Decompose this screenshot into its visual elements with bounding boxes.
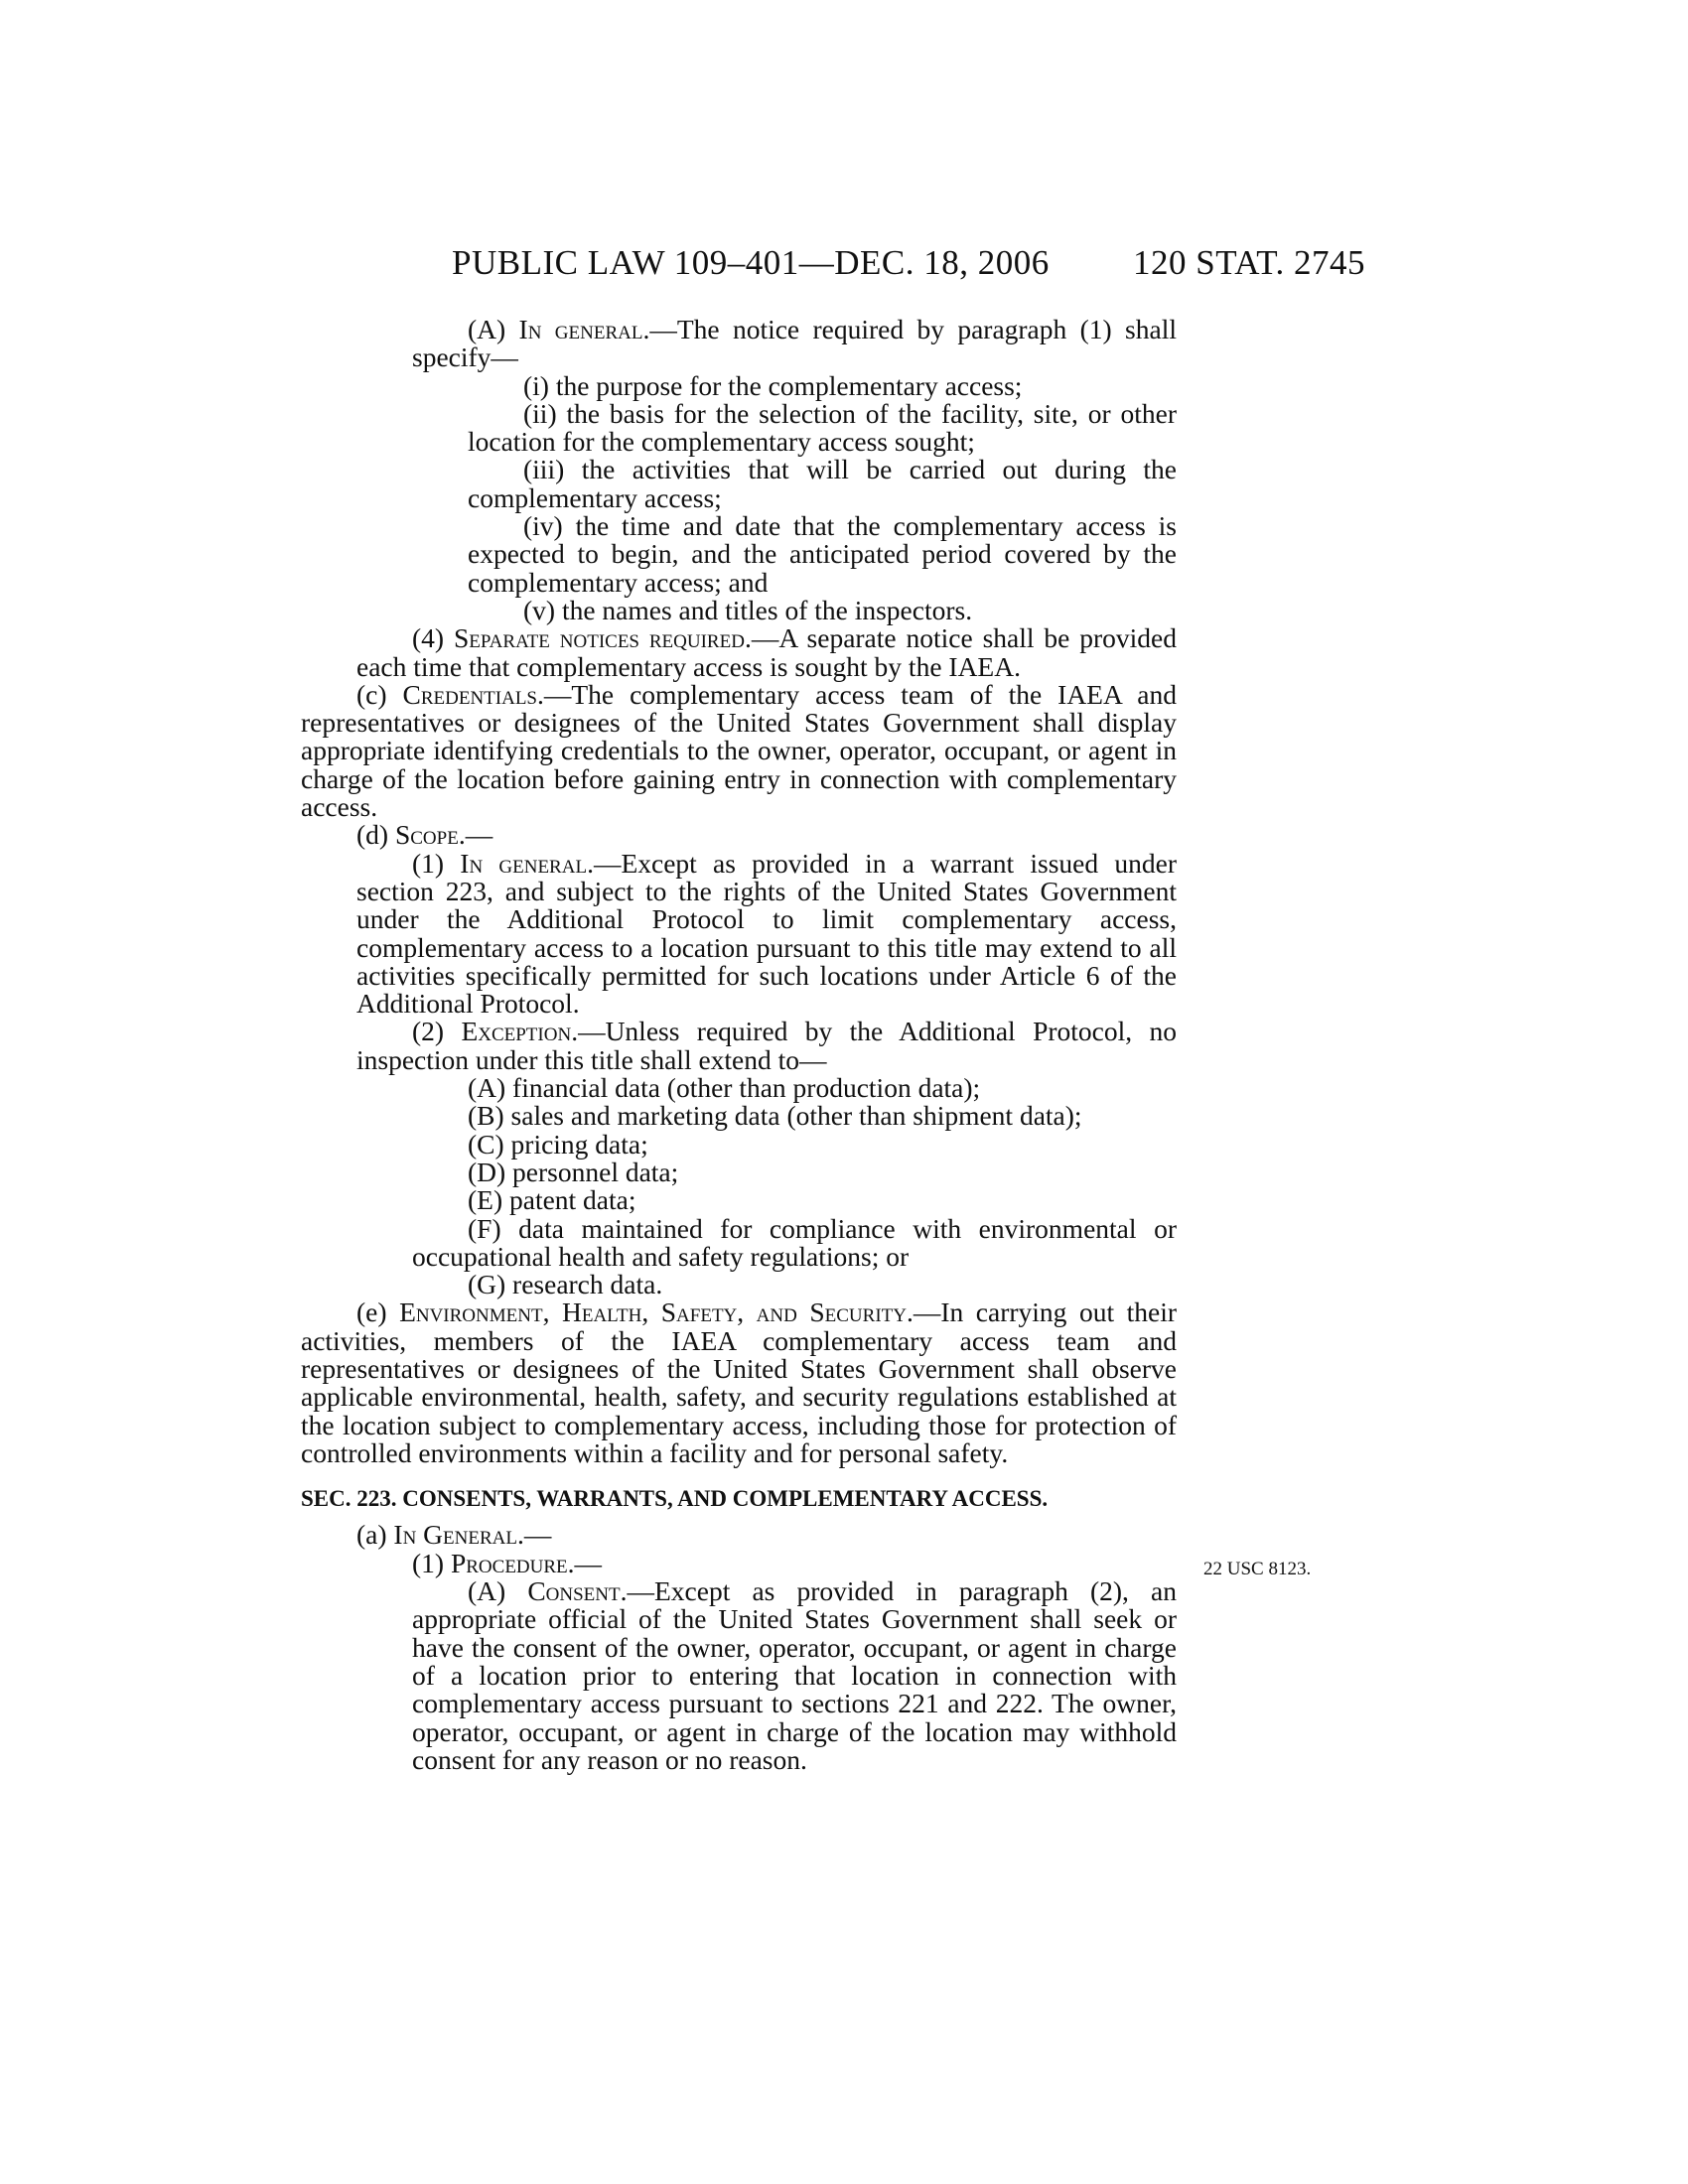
subparagraph-b-sales: (B) sales and marketing data (other than shipment data);	[468, 1100, 1082, 1132]
paragraph-label: (2)	[412, 1016, 462, 1047]
paragraph-label: (e)	[356, 1297, 400, 1328]
subsection-d-scope	[301, 821, 1177, 849]
paragraph-text: .—	[516, 1519, 552, 1551]
paragraph-label: (a)	[356, 1519, 394, 1551]
subparagraph-f-compliance: (F) data maintained for compliance with environmental or occupational health and safety regulations; or	[412, 1212, 1177, 1272]
subparagraph-a-consent	[301, 1577, 1177, 1774]
paragraph-1-procedure	[301, 1547, 1177, 1578]
subparagraph-a-financial: (A) financial data (other than production data);	[468, 1072, 981, 1104]
paragraph-label: (A)	[468, 314, 519, 344]
paragraph-heading: Credentials	[402, 678, 537, 710]
running-head: PUBLIC LAW 109–401—DEC. 18, 2006	[452, 243, 1050, 282]
paragraph-text: .—	[458, 819, 493, 851]
margin-note-usc-citation: 22 USC 8123.	[1203, 1559, 1312, 1579]
paragraph-4-separate-notices	[301, 624, 1177, 681]
subparagraph-e-patent: (E) patent data;	[468, 1184, 636, 1216]
paragraph-label: (4)	[412, 622, 454, 654]
paragraph-heading: Scope	[394, 819, 459, 851]
paragraph-label: (1)	[412, 1547, 451, 1578]
paragraph-label: (1)	[412, 847, 461, 879]
subparagraph-d-personnel: (D) personnel data;	[468, 1156, 679, 1187]
paragraph-label: (A)	[468, 1575, 528, 1607]
paragraph-heading: In general	[460, 847, 588, 879]
subparagraph-g-research: (G) research data.	[468, 1269, 663, 1300]
paragraph-label: (c)	[356, 678, 403, 710]
section-heading: SEC. 223. CONSENTS, WARRANTS, AND COMPLEMENTARY ACCESS.	[301, 1486, 1049, 1512]
paragraph-text: .—	[567, 1547, 603, 1578]
paragraph-text: .—In carrying out their activities, members of the IAEA complementary access team and representatives or designees of the United States Government shall observe applicable environmental, health, safety, and security regulations established at the location subject to complementary access, including those for protection of controlled environments within a facility and for personal safety.	[301, 1297, 1178, 1468]
paragraph-text: .—Except as provided in a warrant issued under section 223, and subject to the rights of the United States Government under the Additional Protocol to limit complementary access, complementary access to a location pursuant to this title may extend to all activities specifically permitted for such locations under Article 6 of the Additional Protocol.	[356, 847, 1177, 1020]
statute-page-reference: 120 STAT. 2745	[1133, 243, 1365, 282]
paragraph-heading: Separate notices required	[453, 622, 745, 654]
paragraph-text: .—Unless required by the Additional Protocol, no inspection under this title shall extend to—	[356, 1016, 1177, 1075]
clause-v: (v) the names and titles of the inspectors.	[523, 594, 973, 625]
paragraph-1-in-general	[301, 847, 1177, 1020]
clause-ii: (ii) the basis for the selection of the facility, site, or other location for the complementary access sought;	[468, 397, 1177, 458]
paragraph-text: .—Except as provided in paragraph (2), an appropriate official of the United States Government shall seek or have the consent of the owner, operator, occupant, or agent in charge of a location prior to entering that location in connection with complementary access pursuant to sections 221 and 222. The owner, operator, occupant, or agent in charge of the location may withhold consent for any reason or no reason.	[412, 1575, 1177, 1775]
subsection-a-in-general	[301, 1521, 1177, 1549]
document-body	[301, 316, 1177, 1774]
paragraph-heading: In general	[518, 314, 643, 344]
paragraph-heading: Exception	[461, 1016, 572, 1047]
paragraph-2-exception	[301, 1018, 1177, 1074]
paragraph-text: .—A separate notice shall be provided each time that complementary access is sought by the IAEA.	[356, 622, 1177, 682]
paragraph-heading: Procedure	[450, 1547, 568, 1578]
clause-i: (i) the purpose for the complementary access;	[523, 369, 1023, 401]
paragraph-heading: In General	[393, 1519, 517, 1551]
clause-iv: (iv) the time and date that the complementary access is expected to begin, and the anticipated period covered by the complementary access; and	[468, 510, 1177, 598]
paragraph-a-in-general	[301, 316, 1177, 372]
page-header	[452, 243, 1365, 293]
paragraph-heading: Consent	[527, 1575, 621, 1607]
paragraph-label: (d)	[356, 819, 395, 851]
subsection-c-credentials	[301, 678, 1177, 823]
paragraph-text: .—The notice required by paragraph (1) shall specify—	[412, 314, 1177, 373]
clause-iii: (iii) the activities that will be carried out during the complementary access;	[468, 454, 1177, 513]
paragraph-text: .—The complementary access team of the IAEA and representatives or designees of the United States Government shall display appropriate identifying credentials to the owner, operator, occupant, or agent in charge of the location before gaining entry in connection with complementary access.	[301, 678, 1177, 823]
subsection-e-environment	[301, 1298, 1177, 1467]
subparagraph-c-pricing: (C) pricing data;	[468, 1128, 648, 1160]
paragraph-heading: Environment, Health, Safety, and Security	[399, 1297, 907, 1328]
